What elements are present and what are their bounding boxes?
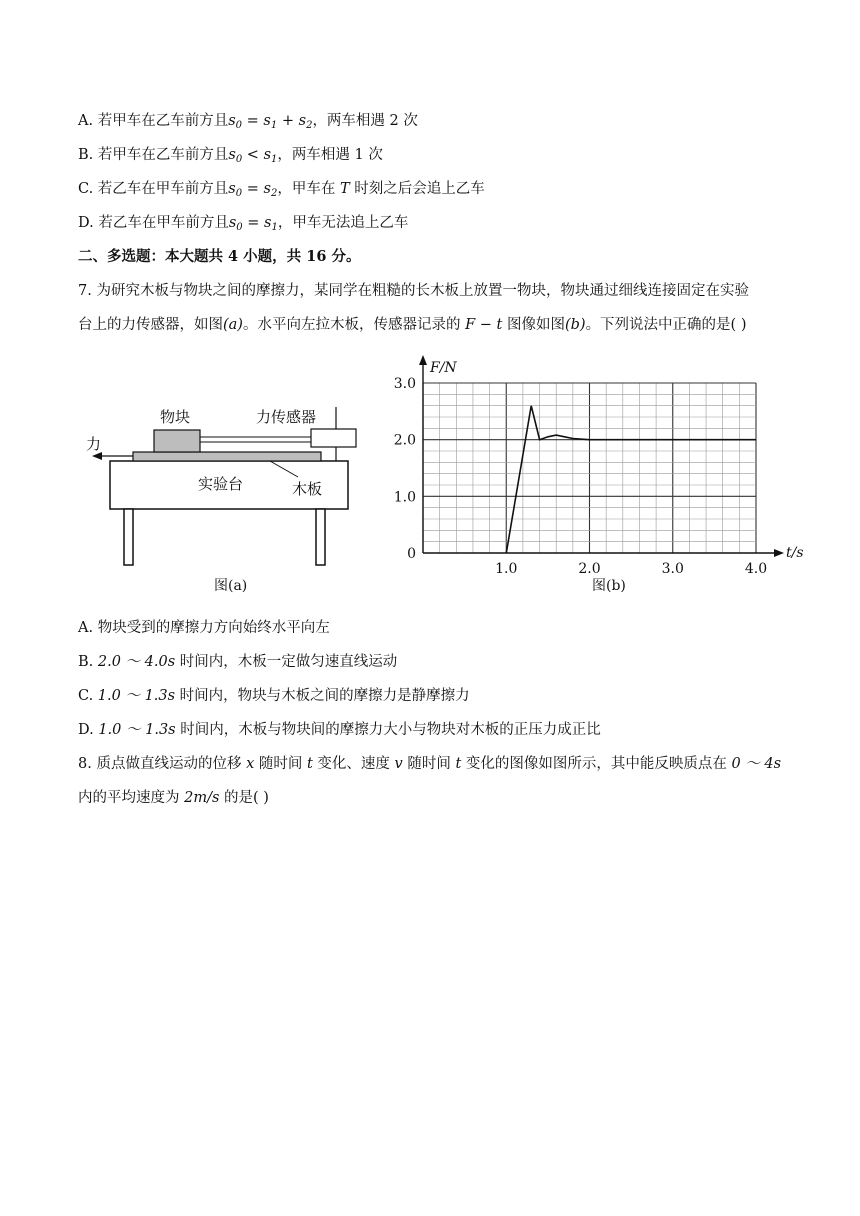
x-axis-arrow (774, 549, 784, 557)
y-axis-label: F/N (430, 360, 457, 376)
label-block: 物块 (160, 408, 191, 426)
label-board: 木板 (292, 480, 323, 498)
label-force: 力 (86, 435, 102, 453)
x-axis-label: t/s (786, 545, 804, 561)
q7-option-c: C. 1.0 ～ 1.3s 时间内，物块与木板之间的摩擦力是静摩擦力 (78, 688, 470, 704)
series-line (506, 406, 756, 553)
q7-option-b: B. 2.0 ～ 4.0s 时间内，木板一定做匀速直线运动 (78, 654, 398, 670)
chart-ticks (394, 376, 767, 577)
table-leg-right (316, 509, 325, 565)
y-tick-label: 0 (407, 546, 416, 562)
label-sensor: 力传感器 (256, 408, 317, 426)
q8-stem-line1: 8. 质点做直线运动的位移 x 随时间 t 变化、速度 v 随时间 t 变化的图像如图所示，其中能反映质点在 0 ～ 4s (78, 756, 782, 772)
chart-grid (423, 383, 756, 553)
y-tick-label: 1.0 (393, 489, 416, 506)
y-axis-arrow (419, 355, 427, 365)
q7-option-a: A. 物块受到的摩擦力方向始终水平向左 (78, 620, 330, 636)
block (154, 430, 200, 452)
y-tick-label: 2.0 (393, 432, 416, 449)
q6-option-d: D. 若乙车在甲车前方且$s_0 = s_1$，甲车无法追上乙车 (78, 215, 409, 233)
table-leg-left (124, 509, 133, 565)
q6-option-c: C. 若乙车在甲车前方且$s_0 = s_2$，甲车在 T 时刻之后会追上乙车 (78, 181, 485, 199)
x-tick-label: 2.0 (578, 561, 601, 577)
q6-option-b: B. 若甲车在乙车前方且$s_0 < s_1$，两车相遇 1 次 (78, 147, 383, 165)
figure-b-chart (392, 348, 822, 598)
label-table: 实验台 (198, 475, 244, 493)
q7-stem-line2: 台上的力传感器，如图(a)。水平向左拉木板，传感器记录的 F − t 图像如图(b)。下列说法中正确的是( ) (78, 317, 747, 333)
q7-stem-line1: 7. 为研究木板与物块之间的摩擦力，某同学在粗糙的长木板上放置一物块，物块通过细线连接固定在实验 (78, 283, 749, 299)
caption-b: 图(b) (592, 578, 626, 594)
x-tick-label: 4.0 (744, 561, 768, 577)
y-tick-label: 3.0 (393, 376, 416, 392)
figure-a-apparatus (80, 375, 370, 600)
force-sensor (311, 429, 356, 447)
q8-stem-line2: 内的平均速度为 2m/s 的是( ) (78, 790, 269, 806)
q7-option-d: D. 1.0 ～ 1.3s 时间内，木板与物块间的摩擦力大小与物块对木板的正压力成正比 (78, 722, 601, 738)
caption-a: 图(a) (214, 578, 248, 594)
x-tick-label: 1.0 (495, 561, 518, 577)
x-tick-label: 3.0 (661, 561, 684, 577)
section-heading: 二、多选题：本大题共 4 小题，共 16 分。 (78, 248, 361, 265)
q6-option-a: A. 若甲车在乙车前方且$s_0 = s_1 + s_2$，两车相遇 2 次 (78, 113, 418, 131)
board (133, 452, 321, 461)
